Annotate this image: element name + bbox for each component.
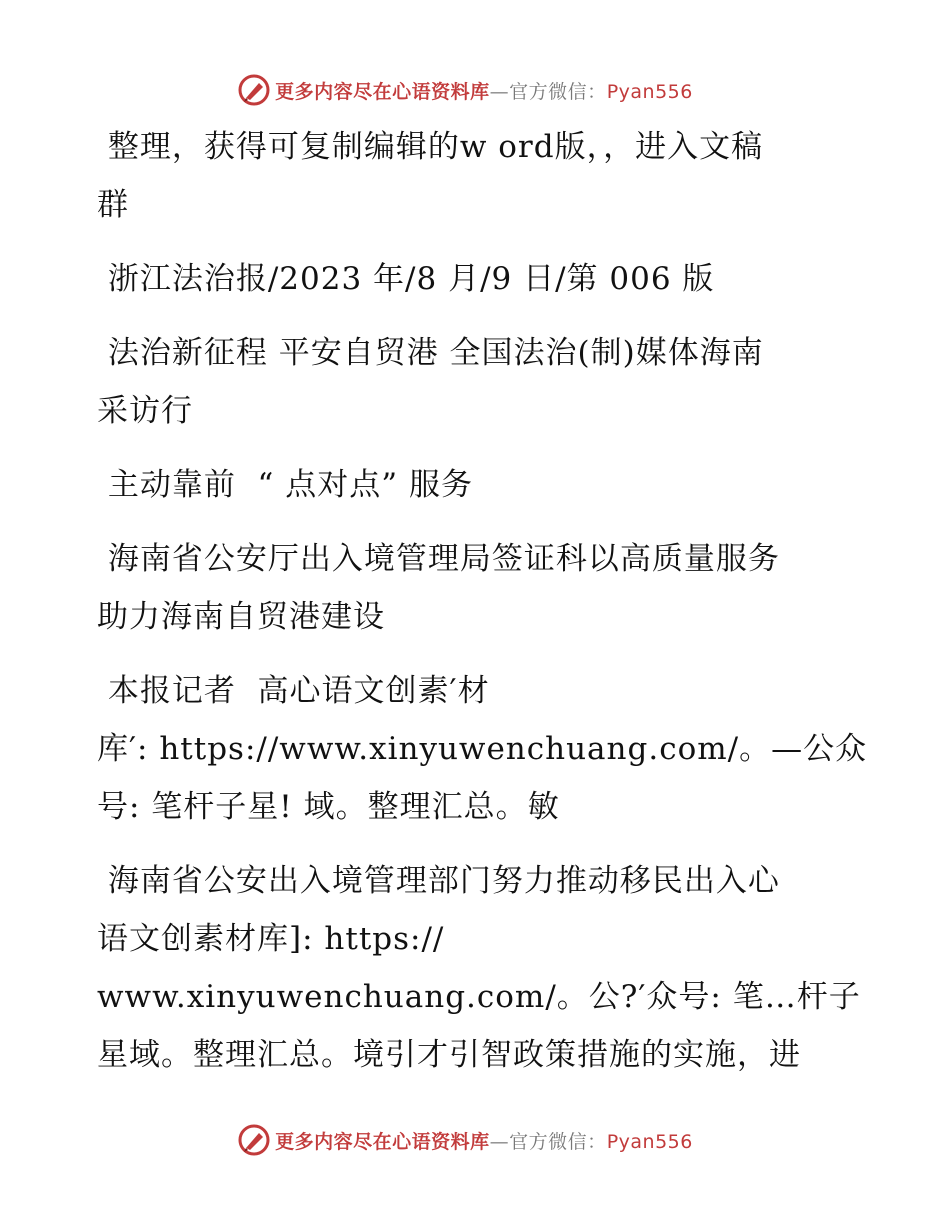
- watermark-text: [275, 77, 693, 104]
- watermark-middle: 官方微信：: [509, 1130, 607, 1153]
- text-line: 库′: https://www.xinyuwenchuang.com/。—公众: [97, 731, 868, 767]
- text-line: 海南省公安厅出入境管理局签证科以高质量服务: [97, 541, 780, 577]
- watermark-dash: —: [489, 1130, 510, 1153]
- header-watermark: [0, 70, 950, 110]
- text-line: 本报记者 高心语文创素′材: [97, 673, 490, 709]
- document-body: [97, 118, 868, 1084]
- watermark-id: Pyan556: [606, 80, 693, 103]
- paragraph: [97, 662, 868, 836]
- text-line: 主动靠前 “ 点对点” 服务: [97, 467, 473, 503]
- paragraph: [97, 456, 857, 514]
- pen-seal-logo-icon: [237, 1123, 271, 1157]
- footer-watermark: [0, 1120, 950, 1160]
- text-line: 语文创素材库]: https://: [97, 921, 445, 957]
- paragraph: [97, 530, 857, 646]
- watermark-prefix: 更多内容尽在心语资料库: [275, 80, 490, 103]
- text-line: 浙江法治报/2023 年/8 月/9 日/第 006 版: [97, 261, 715, 297]
- paragraph: [97, 250, 857, 308]
- watermark-middle: 官方微信：: [509, 80, 607, 103]
- text-line: 法治新征程 平安自贸港 全国法治(制)媒体海南: [97, 335, 764, 371]
- text-line: 采访行: [97, 393, 193, 429]
- paragraph: [97, 118, 857, 234]
- text-line: 海南省公安出入境管理部门努力推动移民出入心: [97, 863, 780, 899]
- watermark-id: Pyan556: [606, 1130, 693, 1153]
- text-line: 群: [97, 187, 129, 223]
- text-line: 星域。整理汇总。境引才引智政策措施的实施，进: [97, 1037, 801, 1073]
- watermark-dash: —: [489, 80, 510, 103]
- text-line: www.xinyuwenchuang.com/。公?′众号: 笔…杆子: [97, 979, 861, 1015]
- paragraph: [97, 852, 861, 1084]
- watermark-text: [275, 1127, 693, 1154]
- text-line: 整理，获得可复制编辑的w ord版，，进入文稿: [97, 129, 764, 165]
- watermark-prefix: 更多内容尽在心语资料库: [275, 1130, 490, 1153]
- text-line: 号: 笔杆子星! 域。整理汇总。敏: [97, 789, 560, 825]
- paragraph: [97, 324, 857, 440]
- text-line: 助力海南自贸港建设: [97, 599, 385, 635]
- pen-seal-logo-icon: [237, 73, 271, 107]
